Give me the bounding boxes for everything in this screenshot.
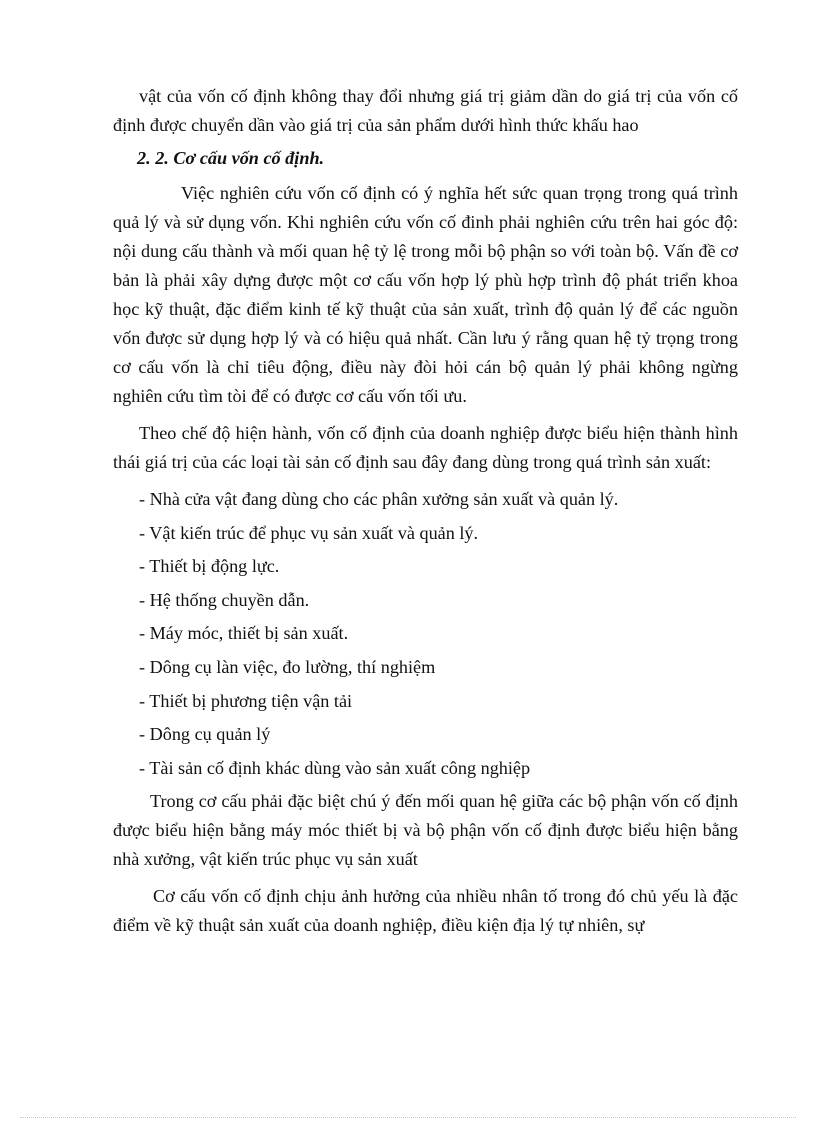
list-item: - Vật kiến trúc để phục vụ sản xuất và quản lý. [139, 522, 479, 543]
list-item: - Thiết bị động lực. [139, 556, 280, 577]
page-footer-rule [20, 1117, 796, 1118]
list-item: - Hệ thống chuyền dẫn. [139, 589, 310, 610]
list-item: - Nhà cửa vật đang dùng cho các phân xưởng sản xuất và quản lý. [139, 489, 619, 509]
list-item: - Máy móc, thiết bị sản xuất. [139, 623, 349, 644]
paragraph-4: Cơ cấu vốn cố định chịu ảnh hưởng của nhiều nhân tố trong đó chủ yếu là đặc điểm về kỹ thuật sản xuất của doanh nghiệp, điều kiện địa lý tự nhiên, sự [113, 886, 738, 936]
fixed-asset-list [113, 485, 738, 782]
page-content [113, 82, 738, 940]
paragraph-3: Trong cơ cấu phải đặc biệt chú ý đến mối quan hệ giữa các bộ phận vốn cố định được biểu hiện bằng máy móc thiết bị và bộ phận vốn cố định được biểu hiện bằng nhà xưởng, vật kiến trúc phục vụ sản xuất [113, 791, 738, 870]
continuation-paragraph: vật của vốn cố định không thay đổi nhưng giá trị giảm dần do giá trị của vốn cố định được chuyển dần vào giá trị của sản phẩm dưới hình thức khấu hao [113, 86, 738, 135]
paragraph-1: Việc nghiên cứu vốn cố định có ý nghĩa hết sức quan trọng trong quá trình quả lý và sử dụng vốn. Khi nghiên cứu vốn cố đinh phải nghiên cứu trên hai góc độ: nội dung cấu thành và mối quan hệ tỷ lệ trong mỗi bộ phận so với toàn bộ. Vấn đề cơ bản là phải xây dựng được một cơ cấu vốn hợp lý phù hợp trình độ phát triển khoa học kỹ thuật, đặc điểm kinh tế kỹ thuật của sản xuất, trình độ quản lý để các nguồn vốn được sử dụng hợp lý và có hiệu quả nhất. Cần lưu ý rằng quan hệ tỷ trọng trong cơ cấu vốn là chỉ tiêu động, điều này đòi hỏi cán bộ quản lý phải không ngừng nghiên cứu tìm tòi để có được cơ cấu vốn tối ưu. [113, 183, 738, 406]
list-item: - Dông cụ quản lý [139, 724, 271, 745]
list-item: - Tài sản cố định khác dùng vào sản xuất công nghiệp [139, 757, 531, 778]
paragraph-2: Theo chế độ hiện hành, vốn cố định của doanh nghiệp được biểu hiện thành hình thái giá trị của các loại tài sản cố định sau đây đang dùng trong quá trình sản xuất: [113, 423, 738, 472]
list-item: - Dông cụ làn việc, đo lường, thí nghiệm [139, 656, 436, 677]
section-heading: 2. 2. Cơ cấu vốn cố định. [137, 148, 325, 168]
list-item: - Thiết bị phương tiện vận tải [139, 690, 353, 711]
